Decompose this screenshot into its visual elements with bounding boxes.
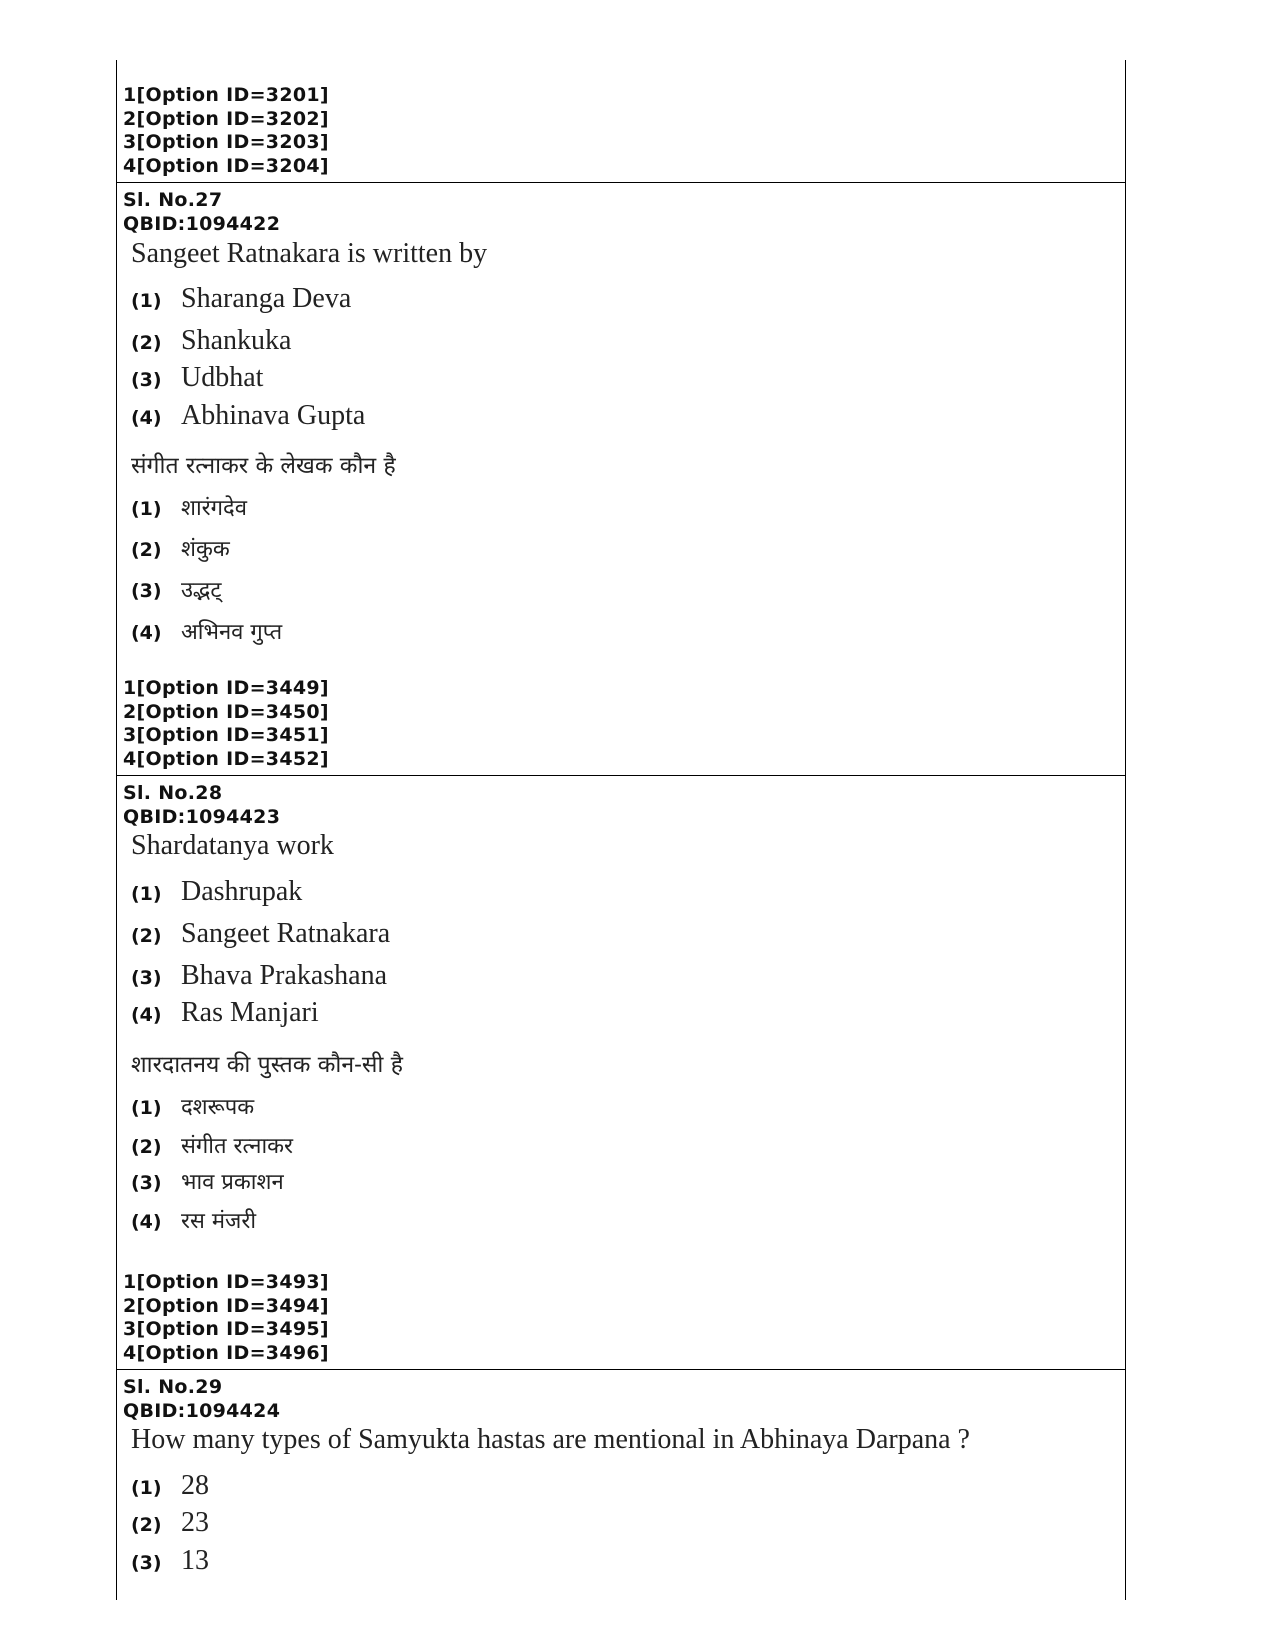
question-text-en: Sangeet Ratnakara is written by (131, 238, 488, 269)
option-text: Ras Manjari (181, 997, 319, 1028)
option-number: (1) (131, 290, 162, 312)
option-number: (1) (131, 1097, 162, 1119)
question-text-hi: शारदातनय की पुस्तक कौन-सी है (131, 1052, 403, 1078)
option-id-line: 4[Option ID=3496] (123, 1341, 329, 1364)
row-divider (116, 182, 1126, 183)
option-number: (2) (131, 332, 162, 354)
option-text: दशरूपक (181, 1095, 255, 1120)
option-text: 23 (181, 1507, 209, 1538)
option-number: (3) (131, 580, 162, 602)
option-text: शारंगदेव (181, 496, 247, 521)
question-text-en: How many types of Samyukta hastas are mentional in Abhinaya Darpana ? (131, 1424, 970, 1455)
option-en (131, 1545, 209, 1577)
option-number: (4) (131, 622, 162, 644)
option-en (131, 283, 351, 315)
option-text: Sangeet Ratnakara (181, 918, 391, 949)
serial-number: Sl. No.28 (123, 782, 223, 804)
option-en (131, 1470, 209, 1502)
option-hi (131, 574, 222, 604)
option-id-line: 1[Option ID=3201] (123, 84, 329, 106)
option-en (131, 960, 387, 992)
option-text: संगीत रत्नाकर (181, 1134, 294, 1159)
option-en (131, 400, 365, 432)
serial-number: Sl. No.29 (123, 1376, 223, 1398)
option-number: (4) (131, 407, 162, 429)
option-text: Bhava Prakashana (181, 960, 388, 991)
option-en (131, 362, 263, 394)
option-number: (3) (131, 1552, 162, 1574)
question-header-28 (123, 782, 280, 829)
option-number: (2) (131, 925, 162, 947)
qbid: QBID:1094422 (123, 212, 281, 235)
option-id-line: 2[Option ID=3450] (123, 700, 329, 723)
qbid: QBID:1094424 (123, 1399, 281, 1422)
option-id-line: 4[Option ID=3452] (123, 747, 329, 770)
option-hi (131, 1130, 293, 1160)
option-text: रस मंजरी (181, 1209, 257, 1234)
option-en (131, 876, 302, 908)
option-en (131, 1507, 209, 1539)
option-number: (3) (131, 1172, 162, 1194)
row-divider (116, 1369, 1126, 1370)
option-id-line: 2[Option ID=3494] (123, 1294, 329, 1317)
option-number: (3) (131, 369, 162, 391)
option-text: Dashrupak (181, 876, 303, 907)
option-number: (4) (131, 1211, 162, 1233)
option-hi (131, 1205, 256, 1235)
option-text: शंकुक (181, 537, 230, 562)
question-text-en: Shardatanya work (131, 830, 334, 861)
option-text: Abhinava Gupta (181, 400, 366, 431)
option-text: Sharanga Deva (181, 283, 352, 314)
option-number: (4) (131, 1004, 162, 1026)
option-hi (131, 616, 282, 646)
option-number: (2) (131, 1136, 162, 1158)
option-number: (1) (131, 498, 162, 520)
option-id-line: 3[Option ID=3495] (123, 1318, 329, 1340)
option-number: (2) (131, 1514, 162, 1536)
option-id-line: 3[Option ID=3203] (123, 131, 329, 153)
question-header-27 (123, 189, 280, 236)
option-id-line: 1[Option ID=3493] (123, 1271, 329, 1293)
option-text: Shankuka (181, 325, 292, 356)
option-number: (3) (131, 967, 162, 989)
option-id-line: 2[Option ID=3202] (123, 107, 329, 130)
option-text: 28 (181, 1470, 209, 1501)
option-text: उद्भट् (181, 578, 222, 603)
option-text: भाव प्रकाशन (181, 1170, 284, 1195)
question-text-hi: संगीत रत्नाकर के लेखक कौन है (131, 453, 396, 479)
option-id-line: 3[Option ID=3451] (123, 724, 329, 746)
option-hi (131, 1091, 254, 1121)
option-number: (2) (131, 539, 162, 561)
option-ids-28 (123, 1271, 329, 1365)
option-number: (1) (131, 1477, 162, 1499)
option-hi (131, 533, 230, 563)
row-divider (116, 775, 1126, 776)
option-id-line: 4[Option ID=3204] (123, 154, 329, 177)
option-en (131, 997, 319, 1029)
option-number: (1) (131, 883, 162, 905)
option-hi (131, 492, 247, 522)
option-text: Udbhat (181, 362, 264, 393)
option-ids-27 (123, 677, 329, 771)
option-hi (131, 1166, 284, 1196)
option-id-line: 1[Option ID=3449] (123, 677, 329, 699)
option-text: 13 (181, 1545, 209, 1576)
option-en (131, 325, 291, 357)
option-text: अभिनव गुप्त (181, 620, 283, 645)
option-ids-previous (123, 84, 329, 178)
option-en (131, 918, 390, 950)
serial-number: Sl. No.27 (123, 189, 223, 211)
qbid: QBID:1094423 (123, 805, 281, 828)
question-header-29 (123, 1376, 280, 1423)
